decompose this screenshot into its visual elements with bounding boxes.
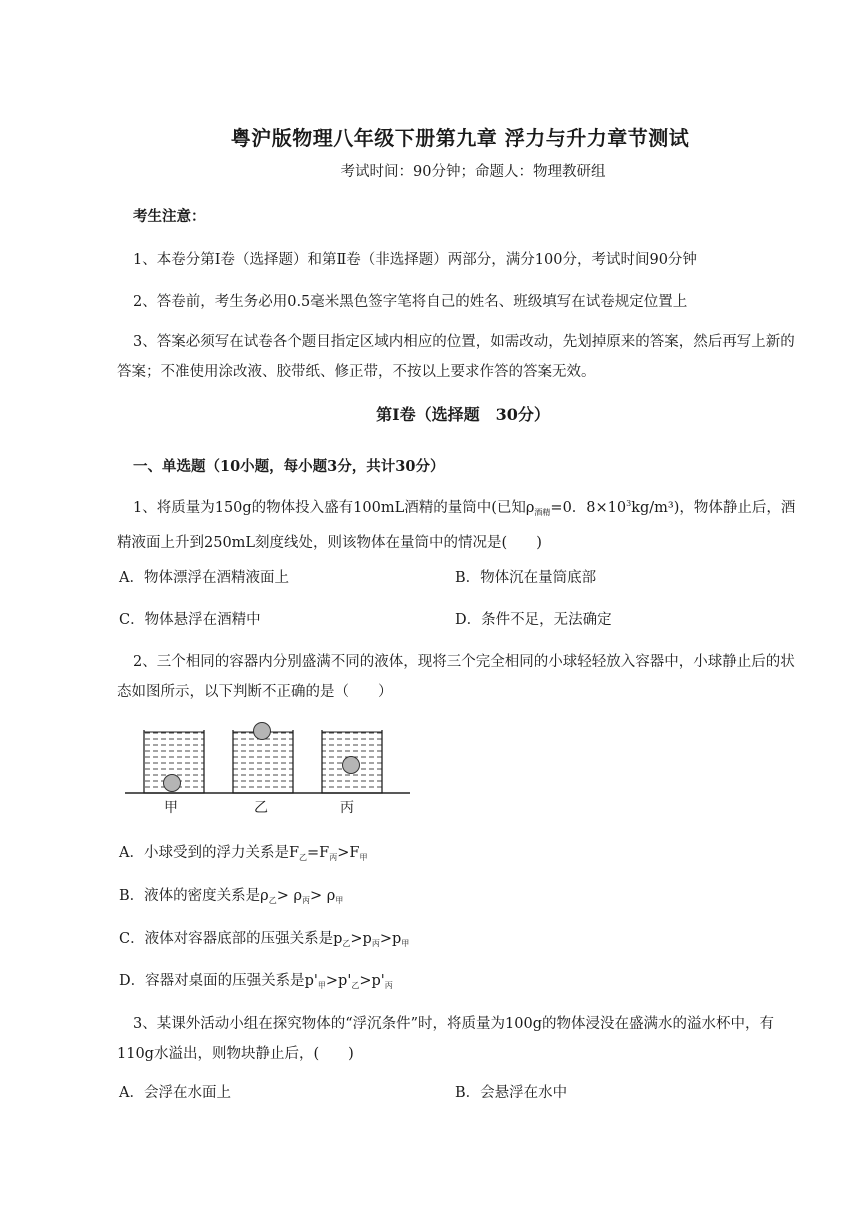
notice-item-3: 3、答案必须写在试卷各个题目指定区域内相应的位置，如需改动，先划掉原来的答案，然后再写上新的答案；不准使用涂改液、胶带纸、修正带，不按以上要求作答的答案无效。: [117, 334, 795, 380]
q1-option-a: A．物体漂浮在酒精液面上: [119, 570, 289, 586]
notice-item-1: 1、本卷分第Ⅰ卷（选择题）和第Ⅱ卷（非选择题）两部分，满分100分，考试时间90分钟: [133, 252, 697, 268]
container-bing: [322, 730, 382, 793]
q1-text-a: 1、将质量为150g的物体投入盛有100mL酒精的量筒中(已知ρ: [133, 500, 535, 516]
question-3: 3、某课外活动小组在探究物体的“浮沉条件”时，将质量为100g的物体浸没在盛满水的溢水杯中，有110g水溢出，则物块静止后，( ): [117, 1016, 775, 1062]
q2-option-b: B．液体的密度关系是$\rho_乙> \rho_丙> \rho_甲$: [119, 888, 344, 905]
q3-option-a: A．会浮在水面上: [119, 1085, 231, 1101]
notice-heading: 考生注意：: [133, 208, 206, 225]
q1-option-b: B．物体沉在量筒底部: [455, 570, 597, 586]
label-yi: 乙: [254, 800, 268, 816]
section-title: 第Ⅰ卷（选择题 30分）: [376, 405, 550, 424]
ball-bing: [343, 757, 360, 774]
label-bing: 丙: [340, 800, 354, 816]
q1-option-d: D．条件不足，无法确定: [455, 612, 612, 628]
q2-option-c: C．液体对容器底部的压强关系是$p_乙>p_丙>p_甲$: [119, 931, 410, 948]
q3-option-b: B．会悬浮在水中: [455, 1085, 568, 1101]
label-jia: 甲: [164, 800, 178, 816]
part-heading: 一、单选题（10小题，每小题3分，共计30分）: [133, 458, 445, 475]
q1-exponent: 3: [626, 499, 632, 508]
page-title: 粤沪版物理八年级下册第九章 浮力与升力章节测试: [230, 126, 690, 150]
question-1: [117, 489, 807, 558]
container-yi: [233, 723, 293, 794]
question-2: 2、三个相同的容器内分别盛满不同的液体，现将三个完全相同的小球轻轻放入容器中，小球静止后的状态如图所示，以下判断不正确的是（ ）: [117, 654, 795, 700]
ball-jia: [164, 775, 181, 792]
container-jia: [144, 730, 204, 793]
notice-item-2: 2、答卷前，考生务必用0.5毫米黑色签字笔将自己的姓名、班级填写在试卷规定位置上: [133, 294, 688, 310]
ball-yi: [254, 723, 271, 740]
q1-option-c: C．物体悬浮在酒精中: [119, 612, 261, 628]
q2-option-d: D．容器对桌面的压强关系是$p'_甲>p'_乙>p'_丙$: [119, 973, 393, 990]
q1-text-c: kg/m³)，物体静止后，酒精液面上升到250mL刻度线处，则该物体在量筒中的情况是( ): [117, 500, 796, 551]
q2-option-a: A．小球受到的浮力关系是$F_乙=F_丙>F_甲$: [119, 845, 368, 862]
q1-rho-subscript: 酒精: [534, 508, 551, 517]
q1-text-b: =0．8×10: [550, 500, 627, 516]
exam-info: 考试时间：90分钟；命题人：物理教研组: [340, 164, 606, 180]
